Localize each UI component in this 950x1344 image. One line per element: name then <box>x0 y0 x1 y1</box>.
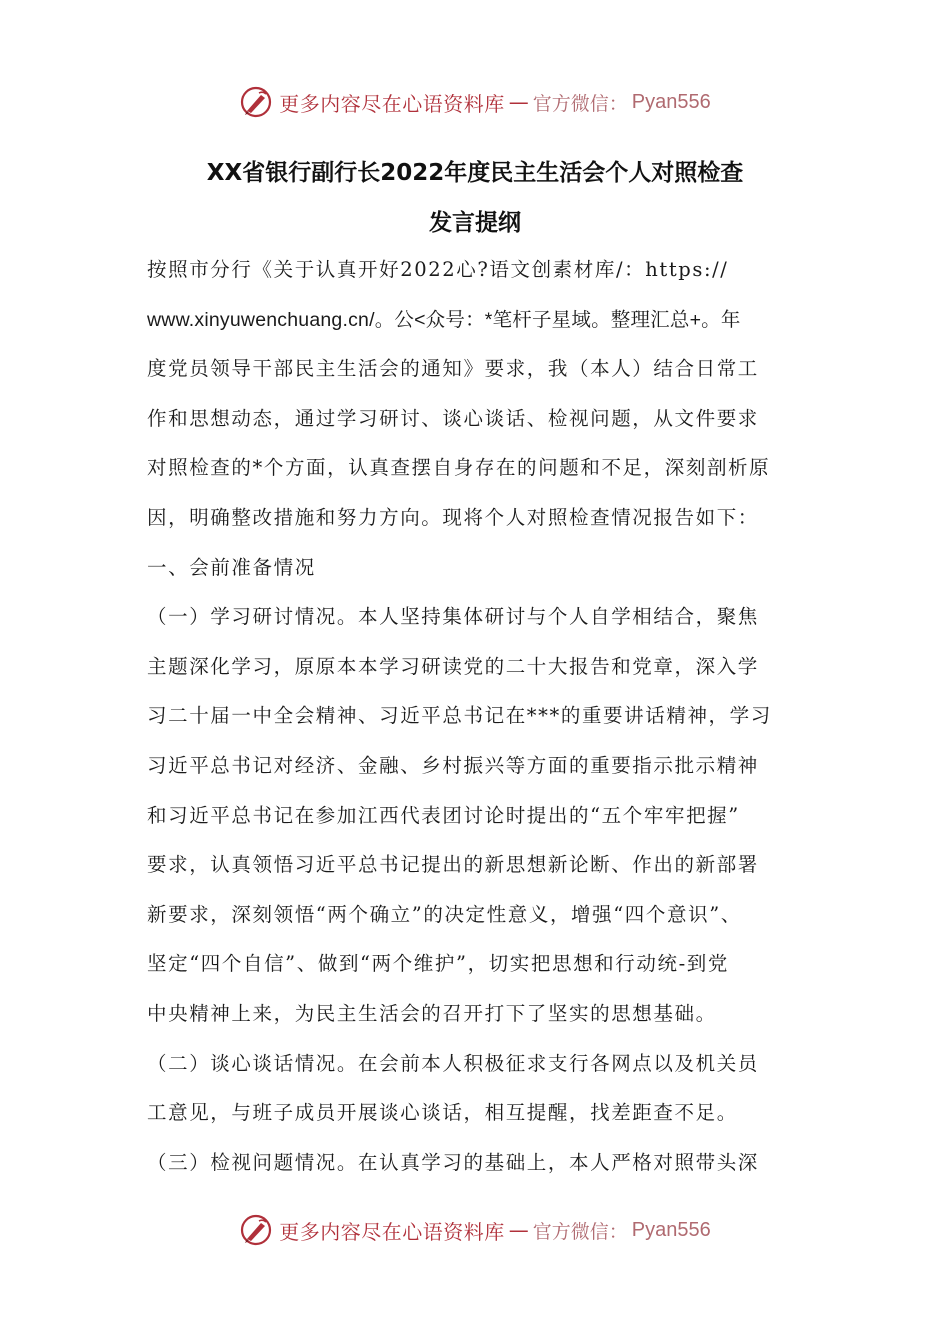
text-line: 主题深化学习，原原本本学习研读党的二十大报告和党章，深入学 <box>147 654 759 678</box>
banner-text: 更多内容尽在心语资料库 <box>279 1219 505 1244</box>
section-heading: 一、会前准备情况 <box>147 555 316 579</box>
text-line: 度党员领导干部民主生活会的通知》要求，我（本人）结合日常工 <box>147 357 759 381</box>
header-banner <box>0 82 950 122</box>
text-line: 和习近平总书记在参加江西代表团讨论时提出的“五个牢牢把握” <box>147 803 740 827</box>
text-line: 作和思想动态，通过学习研讨、谈心谈话、检视问题，从文件要求 <box>147 406 759 430</box>
text-line: 习二十届一中全会精神、习近平总书记在***的重要讲话精神，学习 <box>147 704 772 728</box>
text-line: 要求，认真领悟习近平总书记提出的新思想新论断、作出的新部署 <box>147 853 759 877</box>
banner-separator: — <box>508 90 529 114</box>
text-line: 习近平总书记对经济、金融、乡村振兴等方面的重要指示批示精神 <box>147 753 759 777</box>
banner-separator: — <box>508 1218 529 1242</box>
document-subtitle: 发言提纲 <box>429 210 521 236</box>
text-line: （一）学习研讨情况。本人坚持集体研讨与个人自学相结合，聚焦 <box>147 605 759 629</box>
text-line: 对照检查的*个方面，认真查摆自身存在的问题和不足，深刻剖析原 <box>147 456 771 480</box>
footer-banner <box>0 1210 950 1250</box>
text-line: （三）检视问题情况。在认真学习的基础上，本人严格对照带头深 <box>147 1150 759 1174</box>
banner-wechat-label: 官方微信： <box>532 92 628 115</box>
text-line: 新要求，深刻领悟“两个确立”的决定性意义，增强“四个意识”、 <box>147 902 742 926</box>
banner-wechat-label: 官方微信： <box>532 1220 628 1243</box>
text-line: （二）谈心谈话情况。在会前本人积极征求支行各网点以及机关员 <box>147 1051 759 1075</box>
text-line: 坚定“四个自信”、做到“两个维护”，切实把思想和行动统-到党 <box>147 952 729 976</box>
document-title: XX省银行副行长2022年度民主生活会个人对照检查 <box>206 160 744 186</box>
document-body <box>147 250 807 1192</box>
text-line: www.xinyuwenchuang.cn/。公<众号：*笔杆子星域。整理汇总+。年 <box>147 308 741 331</box>
banner-wechat-id: Pyan556 <box>631 90 711 113</box>
text-line: 因，明确整改措施和努力方向。现将个人对照检查情况报告如下： <box>147 505 759 529</box>
text-line: 工意见，与班子成员开展谈心谈话，相互提醒，找差距查不足。 <box>147 1101 738 1125</box>
text-line: 按照市分行《关于认真开好2022心?语文创素材库/：https:// <box>147 258 729 281</box>
banner-wechat-id: Pyan556 <box>631 1218 711 1241</box>
pen-logo-icon <box>239 1213 273 1247</box>
banner-text: 更多内容尽在心语资料库 <box>279 91 505 116</box>
text-line: 中央精神上来，为民主生活会的召开打下了坚实的思想基础。 <box>147 1001 717 1025</box>
pen-logo-icon <box>239 85 273 119</box>
